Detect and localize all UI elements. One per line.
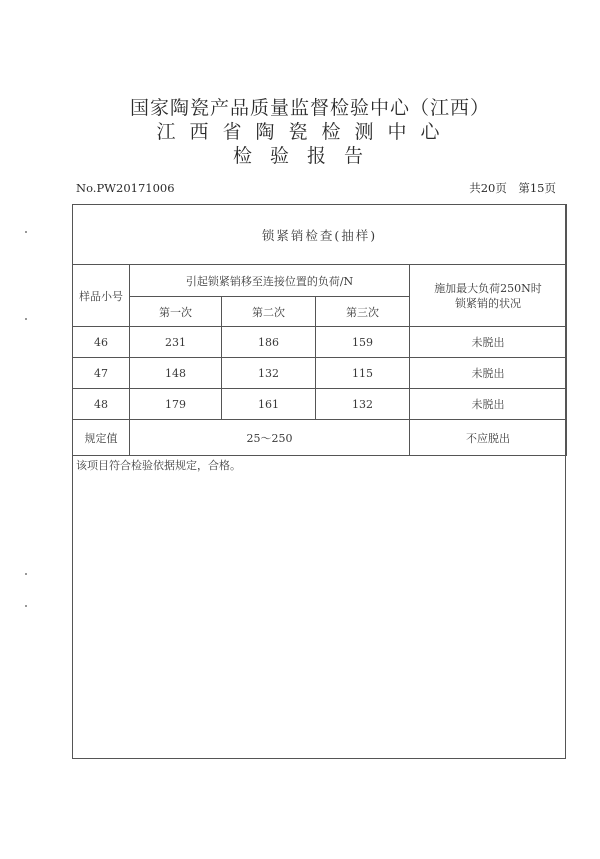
binding-mark	[25, 231, 27, 233]
first-load-cell: 231	[130, 327, 222, 358]
col-status-text: 施加最大负荷250N时锁紧销的状况	[434, 281, 542, 310]
report-header	[0, 96, 600, 168]
col-load-group-header: 引起锁紧销移至连接位置的负荷/N	[130, 265, 410, 297]
center-name: 国家陶瓷产品质量监督检验中心（江西）	[129, 97, 490, 119]
inspection-table	[72, 204, 567, 456]
second-load-cell: 161	[222, 389, 316, 420]
first-load-cell: 148	[130, 358, 222, 389]
sample-cell: 46	[73, 327, 130, 358]
binding-mark	[25, 605, 27, 607]
col-first-header: 第一次	[130, 297, 222, 327]
second-load-cell: 132	[222, 358, 316, 389]
page-info: 共20页 第15页	[469, 181, 556, 195]
status-cell: 未脱出	[410, 327, 567, 358]
table-caption: 锁紧销检查(抽样)	[73, 205, 567, 265]
conclusion-text: 该项目符合检验依据规定，合格。	[76, 459, 241, 472]
table-row	[73, 389, 567, 420]
center-subname: 江西省陶瓷检测中心	[156, 121, 454, 143]
report-number: No.PW20171006	[76, 181, 175, 195]
table-row	[73, 358, 567, 389]
second-load-cell: 186	[222, 327, 316, 358]
third-load-cell: 115	[316, 358, 410, 389]
col-sample-header: 样品小号	[73, 265, 130, 327]
spec-status: 不应脱出	[410, 420, 567, 456]
report-title: 检验报告	[232, 145, 381, 167]
col-third-header: 第三次	[316, 297, 410, 327]
third-load-cell: 159	[316, 327, 410, 358]
third-load-cell: 132	[316, 389, 410, 420]
spec-row	[73, 420, 567, 456]
col-second-header: 第二次	[222, 297, 316, 327]
spec-range: 25～250	[130, 420, 410, 456]
col-status-header	[410, 265, 567, 327]
binding-mark	[25, 573, 27, 575]
first-load-cell: 179	[130, 389, 222, 420]
sample-cell: 47	[73, 358, 130, 389]
status-cell: 未脱出	[410, 358, 567, 389]
binding-mark	[25, 318, 27, 320]
status-cell: 未脱出	[410, 389, 567, 420]
table-row	[73, 327, 567, 358]
spec-label: 规定值	[73, 420, 130, 456]
sample-cell: 48	[73, 389, 130, 420]
